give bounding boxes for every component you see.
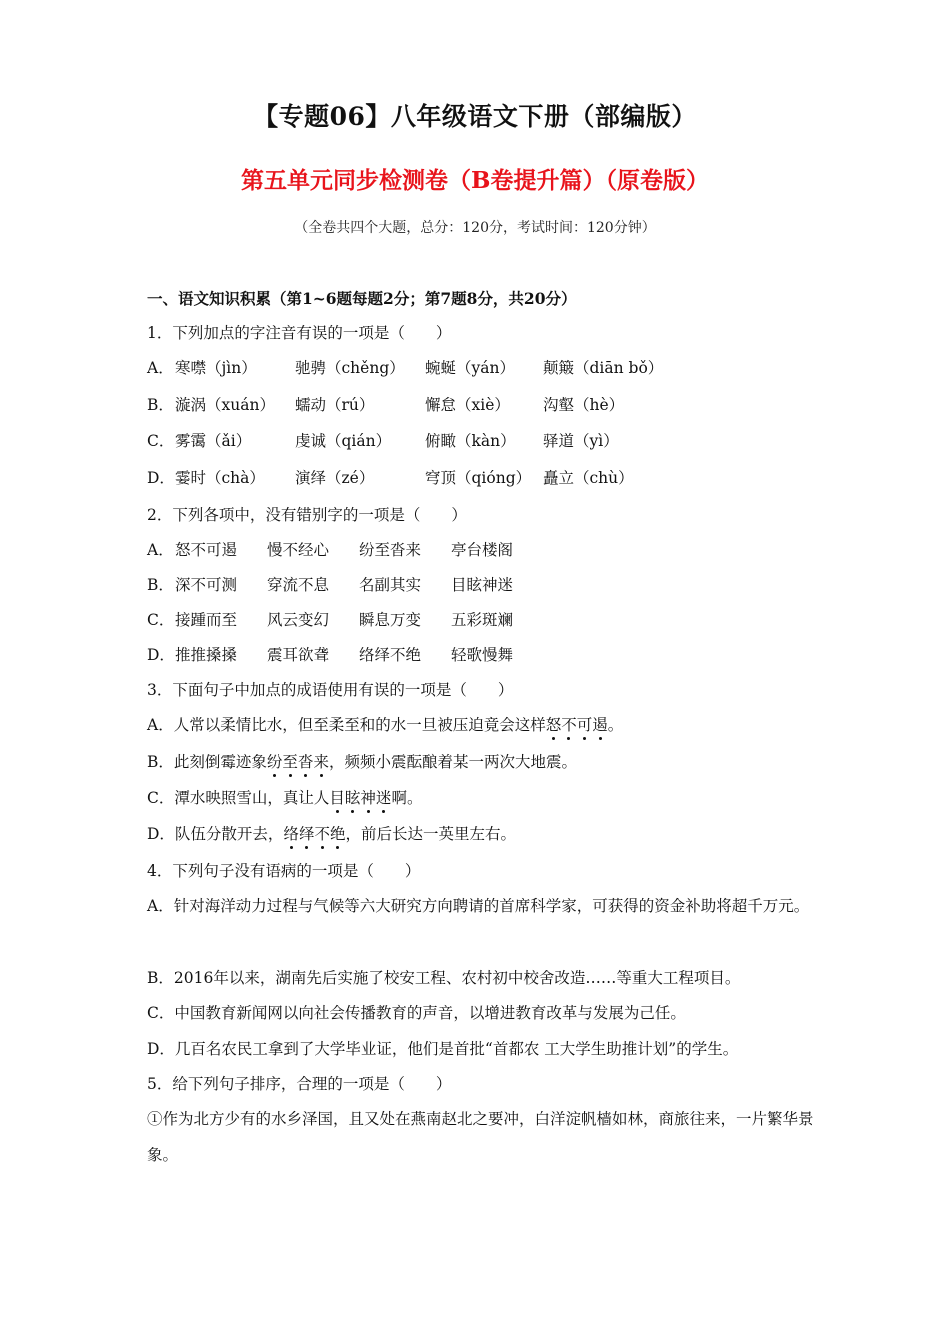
question-3-option-b: B．此刻倒霉迹象纷至沓来，频频小震酝酿着某一两次大地震。 <box>147 753 577 771</box>
emphasis-dot-char: 眩 <box>344 789 361 807</box>
question-1-option-a: A． 寒噤（jìn） 驰骋（chěng） 蜿蜒（yán） 颠簸（diān bǒ） <box>147 359 664 377</box>
question-4-option-a: A．针对海洋动力过程与气候等六大研究方向聘请的首席科学家，可获得的资金补助将超千万元。 <box>147 897 810 915</box>
emphasis-dot-char: 沓 <box>297 753 314 771</box>
question-4-option-b: B．2016年以来，湖南先后实施了校安工程、农村初中校舍改造……等重大工程项目。 <box>147 969 741 987</box>
exam-info: （全卷共四个大题，总分：120分，考试时间：120分钟） <box>294 220 656 236</box>
question-1-stem: 1．下列加点的字注音有误的一项是（ ） <box>147 324 452 342</box>
page-title: 【专题06】八年级语文下册（部编版） <box>253 102 697 131</box>
dotted-idiom <box>546 716 608 734</box>
question-4-option-d: D．几百名农民工拿到了大学毕业证，他们是首批“首都农 工大学生助推计划”的学生。 <box>147 1040 739 1058</box>
question-2-option-b: B． 深不可测 穿流不息 名副其实 目眩神迷 <box>147 576 514 594</box>
emphasis-dot-char: 至 <box>282 753 298 771</box>
question-3-stem: 3．下面句子中加点的成语使用有误的一项是（ ） <box>147 681 514 699</box>
question-2-option-d: D． 推推搡搡 震耳欲聋 络绎不绝 轻歌慢舞 <box>147 646 514 664</box>
emphasis-dot-char: 遏 <box>592 716 608 734</box>
question-3-option-d: D．队伍分散开去，络绎不绝，前后长达一英里左右。 <box>147 825 517 843</box>
emphasis-dot-char: 不 <box>561 716 577 734</box>
emphasis-dot-char: 可 <box>576 716 593 734</box>
question-4-option-c: C．中国教育新闻网以向社会传播教育的声音，以增进教育改革与发展为己任。 <box>147 1004 686 1022</box>
question-1-option-d: D． 霎时（chà） 演绎（zé） 穹顶（qióng） 矗立（chù） <box>147 469 634 487</box>
emphasis-dot-char: 络 <box>283 825 299 843</box>
emphasis-dot-char: 迷 <box>375 789 392 807</box>
question-2-stem: 2．下列各项中，没有错别字的一项是（ ） <box>147 506 467 524</box>
emphasis-dot-char: 目 <box>329 789 345 807</box>
question-5-stem: 5．给下列句子排序，合理的一项是（ ） <box>147 1075 452 1093</box>
question-1-option-b: B． 漩涡（xuán） 蠕动（rú） 懈怠（xiè） 沟壑（hè） <box>147 396 625 414</box>
dotted-idiom <box>329 789 391 807</box>
emphasis-dot-char: 来 <box>313 753 329 771</box>
emphasis-dot-char: 怒 <box>545 716 562 734</box>
question-1-option-c: C． 雾霭（ǎi） 虔诚（qián） 俯瞰（kàn） 驿道（yì） <box>147 432 619 450</box>
dotted-idiom <box>267 753 329 771</box>
question-3-option-a: A．人常以柔情比水，但至柔至和的水一旦被压迫竟会这样怒不可遏。 <box>147 716 624 734</box>
emphasis-dot-char: 绝 <box>329 825 346 843</box>
dotted-idiom <box>283 825 345 843</box>
question-2-option-a: A． 怒不可遏 慢不经心 纷至沓来 亭台楼阁 <box>147 541 514 559</box>
question-5-sentence-1: ①作为北方少有的水乡泽国，且又处在燕南赵北之要冲，白洋淀帆樯如林，商旅往来，一片繁华景象。 <box>147 1110 814 1164</box>
question-3-option-c: C．潭水映照雪山，真让人目眩神迷啊。 <box>147 789 423 807</box>
emphasis-dot-char: 纷 <box>266 753 283 771</box>
emphasis-dot-char: 绎 <box>298 825 315 843</box>
page-subtitle: 第五单元同步检测卷（B卷提升篇）（原卷版） <box>241 167 709 194</box>
question-2-option-c: C． 接踵而至 风云变幻 瞬息万变 五彩斑斓 <box>147 611 514 629</box>
emphasis-dot-char: 神 <box>360 789 376 807</box>
section-heading: 一、语文知识积累（第1~6题每题2分；第7题8分，共20分） <box>147 289 577 308</box>
question-4-stem: 4．下列句子没有语病的一项是（ ） <box>147 862 421 880</box>
emphasis-dot-char: 不 <box>314 825 330 843</box>
